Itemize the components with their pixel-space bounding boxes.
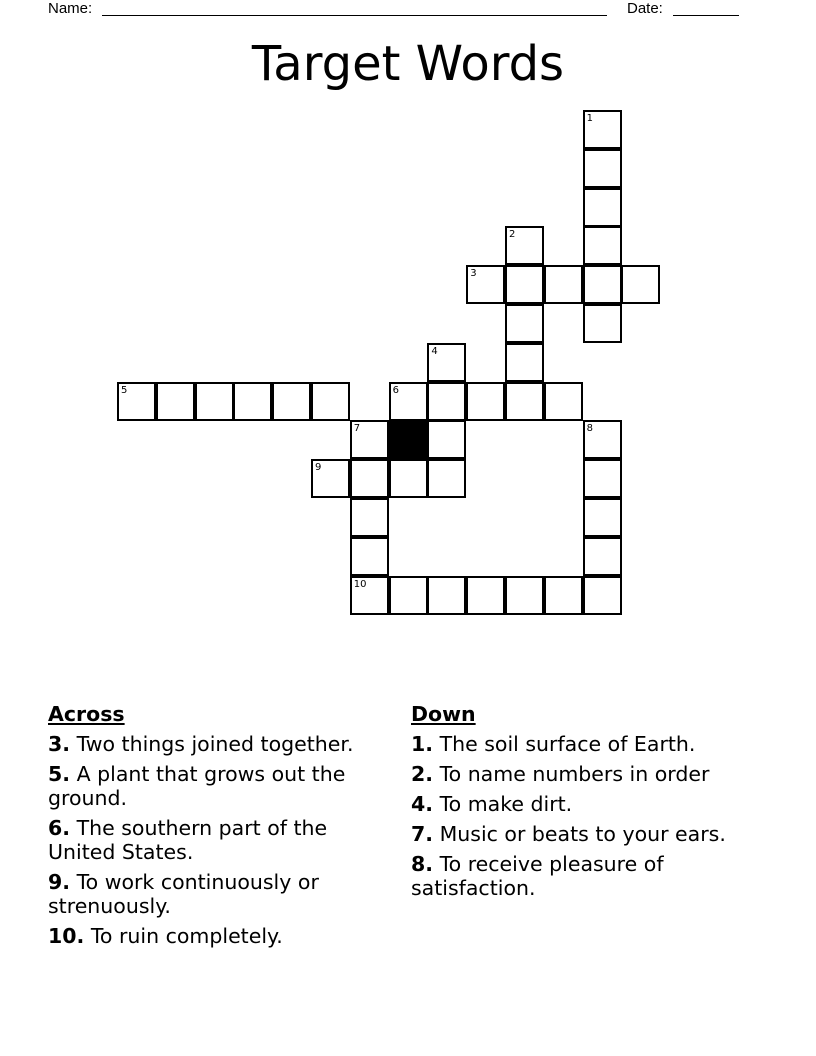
down-clue-8: [411, 852, 771, 900]
grid-cell[interactable]: [427, 459, 466, 498]
grid-cell[interactable]: [466, 265, 505, 304]
grid-cell[interactable]: [350, 420, 389, 459]
grid-cell[interactable]: [272, 382, 311, 421]
grid-cell[interactable]: [389, 382, 428, 421]
down-clue-4: [411, 792, 771, 816]
across-clue-3: [48, 732, 388, 756]
cell-number: 7: [353, 423, 361, 435]
grid-cell[interactable]: [466, 576, 505, 615]
grid-cell[interactable]: [583, 537, 622, 576]
clue-text: The southern part of the United States.: [48, 816, 328, 864]
clue-text: To ruin completely.: [90, 924, 283, 948]
cell-number: 1: [586, 113, 593, 124]
down-heading: Down: [411, 702, 476, 726]
clue-text: To name numbers in order: [439, 762, 710, 786]
clue-number: 6.: [48, 816, 71, 840]
grid-cell[interactable]: [505, 576, 544, 615]
name-label: Name:: [48, 0, 93, 17]
grid-cell[interactable]: [583, 576, 622, 615]
across-clues: [48, 702, 388, 954]
clue-text: To make dirt.: [439, 792, 573, 816]
grid-cell[interactable]: [583, 110, 622, 149]
grid-cell[interactable]: [350, 498, 389, 537]
grid-cell[interactable]: [233, 382, 272, 421]
clue-number: 5.: [48, 762, 71, 786]
grid-cell[interactable]: [389, 576, 428, 615]
clue-number: 10.: [48, 924, 85, 948]
cell-number: 4: [431, 345, 438, 357]
grid-cell[interactable]: [544, 576, 583, 615]
clue-number: 9.: [48, 870, 71, 894]
grid-cell[interactable]: [427, 343, 466, 382]
grid-cell[interactable]: [583, 226, 622, 265]
cell-number: 8: [586, 423, 593, 435]
grid-cell[interactable]: [156, 382, 195, 421]
clue-text: Music or beats to your ears.: [439, 822, 726, 846]
down-clue-2: [411, 762, 771, 786]
cell-number: 2: [509, 229, 516, 241]
grid-cell[interactable]: [117, 382, 156, 421]
down-clue-7: [411, 822, 771, 846]
grid-cell[interactable]: [505, 226, 544, 265]
clue-text: Two things joined together.: [76, 732, 354, 756]
clue-text: To work continuously or strenuously.: [48, 870, 319, 918]
grid-cell[interactable]: [311, 382, 350, 421]
blocked-cell: [389, 420, 428, 459]
grid-cell[interactable]: [350, 459, 389, 498]
grid-cell[interactable]: [583, 304, 622, 343]
grid-cell[interactable]: [544, 265, 583, 304]
grid-cell[interactable]: [621, 265, 660, 304]
clue-text: The soil surface of Earth.: [439, 732, 696, 756]
across-heading: Across: [48, 702, 125, 726]
grid-cell[interactable]: [505, 382, 544, 421]
grid-cell[interactable]: [427, 576, 466, 615]
cell-number: 3: [470, 268, 477, 280]
clue-number: 1.: [411, 732, 434, 756]
grid-cell[interactable]: [427, 420, 466, 459]
across-clue-9: [48, 870, 388, 918]
grid-cell[interactable]: [583, 498, 622, 537]
cell-number: 10: [353, 578, 367, 590]
clue-number: 7.: [411, 822, 434, 846]
clue-number: 4.: [411, 792, 434, 816]
grid-cell[interactable]: [583, 459, 622, 498]
grid-cell[interactable]: [583, 265, 622, 304]
grid-cell[interactable]: [505, 265, 544, 304]
clue-number: 8.: [411, 852, 434, 876]
grid-cell[interactable]: [505, 304, 544, 343]
down-clue-1: [411, 732, 771, 756]
grid-cell[interactable]: [311, 459, 350, 498]
puzzle-title: Target Words: [251, 36, 565, 92]
across-clue-10: [48, 924, 388, 948]
grid-cell[interactable]: [583, 420, 622, 459]
across-clue-6: [48, 816, 388, 864]
grid-cell[interactable]: [505, 343, 544, 382]
grid-cell[interactable]: [389, 459, 428, 498]
cell-number: 5: [121, 384, 128, 396]
date-label: Date:: [627, 0, 663, 17]
grid-cell[interactable]: [427, 382, 466, 421]
cell-number: 9: [315, 462, 322, 474]
grid-cell[interactable]: [544, 382, 583, 421]
grid-cell[interactable]: [583, 149, 622, 188]
cell-number: 6: [392, 384, 399, 396]
clue-text: To receive pleasure of satisfaction.: [411, 852, 664, 900]
down-clues: [411, 702, 771, 906]
grid-cell[interactable]: [195, 382, 234, 421]
across-clue-5: [48, 762, 388, 810]
grid-cell[interactable]: [350, 576, 389, 615]
grid-cell[interactable]: [583, 188, 622, 227]
clue-text: A plant that grows out the ground.: [48, 762, 346, 810]
clue-number: 2.: [411, 762, 434, 786]
grid-cell[interactable]: [350, 537, 389, 576]
clue-number: 3.: [48, 732, 71, 756]
grid-cell[interactable]: [466, 382, 505, 421]
